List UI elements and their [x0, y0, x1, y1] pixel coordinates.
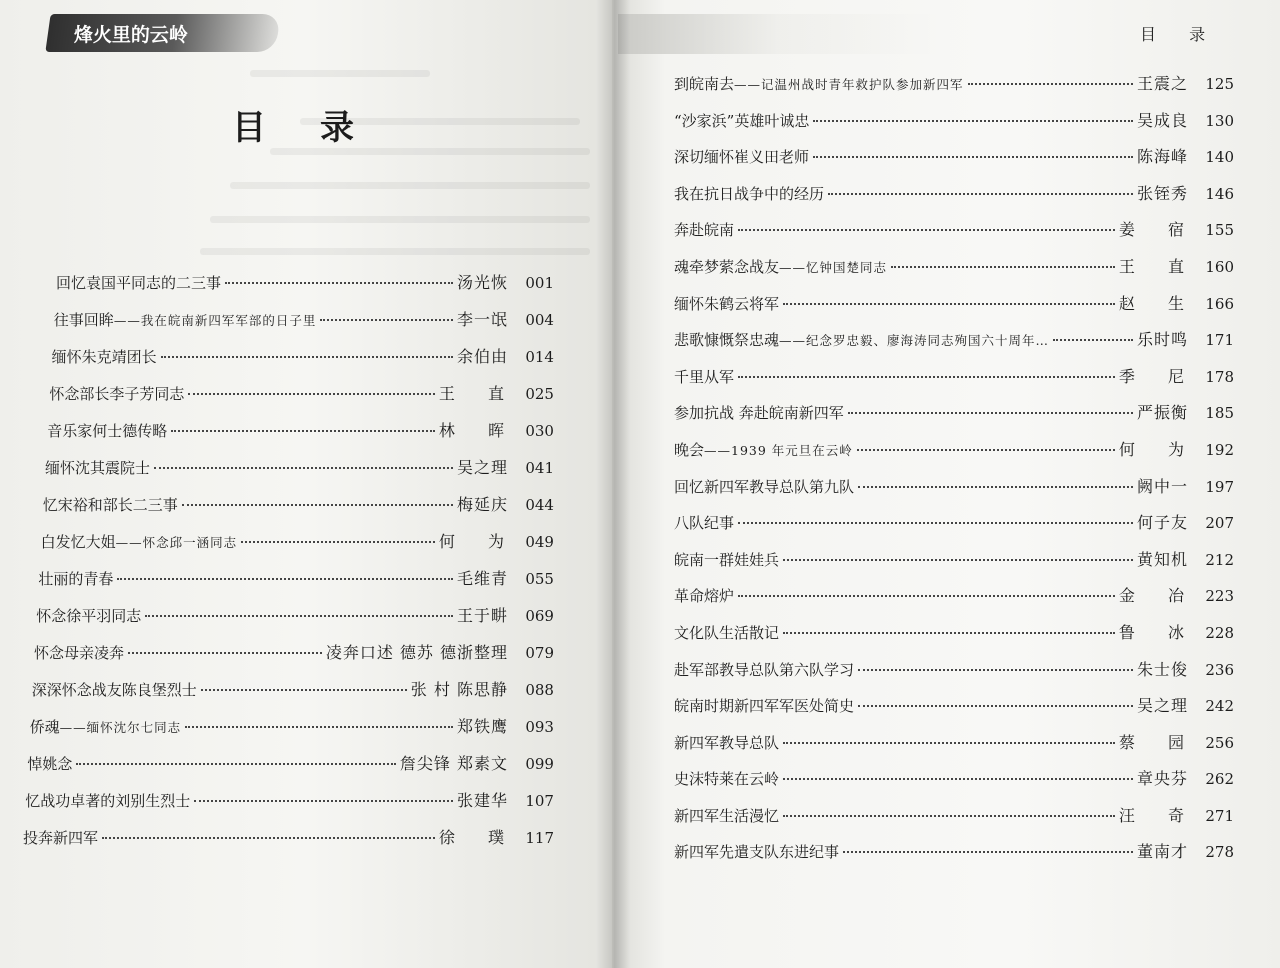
dot-leader	[783, 559, 1133, 561]
toc-entry[interactable]	[38, 566, 554, 603]
entry-title	[674, 73, 964, 94]
entry-page-number: 278	[1205, 843, 1234, 862]
entry-author: 汤光恢	[456, 273, 508, 292]
entry-author: 王 直	[438, 384, 518, 403]
toc-entry[interactable]	[47, 418, 554, 455]
entry-author: 张铚秀	[1136, 183, 1188, 203]
dot-leader	[783, 742, 1115, 744]
entry-title-main: 千里从军	[674, 367, 735, 386]
bleed-through-line	[300, 118, 580, 125]
toc-entry[interactable]	[674, 437, 1234, 474]
toc-entry[interactable]	[32, 677, 554, 714]
entry-title	[674, 329, 1049, 350]
entry-author: 朱士俊	[1136, 659, 1188, 679]
dot-leader	[182, 504, 453, 506]
entry-page-number: 197	[1205, 477, 1234, 496]
entry-page-number: 117	[525, 829, 554, 847]
running-head-text: 目 录	[1140, 25, 1220, 44]
entry-subtitle: ——我在皖南新四军军部的日子里	[113, 313, 317, 328]
entry-title	[54, 309, 317, 330]
dot-leader	[783, 632, 1115, 634]
entry-title	[674, 622, 779, 643]
entry-title-main: 侨魂	[29, 718, 60, 736]
toc-entry[interactable]	[25, 788, 554, 825]
toc-entry[interactable]	[674, 803, 1234, 840]
entry-author: 阙中一	[1136, 476, 1188, 496]
dot-leader	[813, 120, 1133, 122]
entry-page-number: 140	[1205, 148, 1234, 167]
dot-leader	[738, 376, 1115, 378]
dot-leader	[241, 541, 435, 543]
entry-subtitle: ——纪念罗忠毅、廖海涛同志殉国六十周年…	[779, 333, 1050, 349]
entry-author: 章央芬	[1136, 769, 1188, 789]
entry-author: 梅延庆	[456, 495, 508, 514]
dot-leader	[225, 282, 453, 284]
dot-leader	[188, 393, 434, 395]
contents-title: 目录	[232, 108, 408, 148]
toc-entry[interactable]	[23, 825, 554, 862]
entry-page-number: 212	[1205, 550, 1234, 569]
bleed-through-line	[200, 248, 590, 255]
toc-list-right	[674, 71, 1234, 876]
entry-title-main: 魂牵梦萦念战友	[674, 257, 780, 276]
entry-title-main: 到皖南去	[674, 75, 735, 93]
entry-title-main: 白发忆大姐	[40, 533, 116, 551]
entry-author: 张建华	[456, 791, 508, 810]
entry-title-main: 皖南时期新四军军医处简史	[674, 697, 855, 716]
entry-author: 徐 璞	[438, 828, 518, 847]
entry-page-number: 088	[525, 681, 554, 699]
entry-author: 严振衡	[1136, 403, 1188, 423]
entry-page-number: 041	[525, 459, 554, 477]
entry-title-main: 投奔新四军	[23, 829, 99, 847]
dot-leader	[828, 193, 1133, 195]
entry-title-main: 悼姚念	[27, 755, 73, 773]
entry-page-number: 099	[525, 755, 554, 773]
entry-title-main: 音乐家何士德传略	[47, 422, 168, 440]
toc-entry[interactable]	[49, 381, 554, 418]
entry-title	[674, 841, 839, 862]
dot-leader	[848, 412, 1133, 414]
entry-subtitle: ——忆钟国楚同志	[779, 259, 888, 275]
entry-title	[674, 110, 809, 131]
entry-title	[674, 183, 824, 204]
entry-title-main: 怀念母亲凌奔	[34, 644, 125, 662]
toc-entry[interactable]	[54, 307, 554, 344]
entry-title	[41, 531, 238, 552]
toc-list-left	[0, 270, 600, 862]
toc-entry[interactable]	[674, 327, 1234, 364]
entry-page-number: 236	[1205, 660, 1234, 679]
entry-title	[27, 753, 72, 774]
entry-title-main: 怀念徐平羽同志	[36, 607, 142, 625]
entry-title	[674, 732, 779, 753]
toc-entry[interactable]	[27, 751, 554, 788]
entry-page-number: 030	[525, 422, 554, 440]
entry-title	[52, 346, 157, 367]
dot-leader	[891, 266, 1115, 268]
entry-title	[47, 420, 167, 441]
dot-leader	[857, 449, 1115, 451]
toc-entry[interactable]	[674, 400, 1234, 437]
entry-page-number: 207	[1205, 514, 1234, 533]
dot-leader	[968, 83, 1133, 85]
entry-page-number: 242	[1205, 697, 1234, 716]
entry-title	[32, 679, 197, 700]
entry-title-main: 怀念部长李子芳同志	[49, 385, 185, 403]
entry-author: 汪 奇	[1118, 805, 1198, 825]
entry-title-main: 新四军生活漫忆	[674, 806, 780, 825]
bleed-through-line	[270, 148, 590, 155]
entry-page-number: 093	[525, 718, 554, 736]
entry-author: 郑铁鹰	[456, 717, 508, 736]
entry-page-number: 271	[1205, 806, 1234, 825]
entry-title	[674, 293, 779, 314]
entry-page-number: 125	[1205, 75, 1234, 93]
toc-entry[interactable]	[34, 640, 554, 677]
toc-entry[interactable]	[30, 714, 554, 751]
entry-title	[38, 568, 113, 589]
entry-title	[30, 716, 182, 737]
entry-title-main: 深深怀念战友陈良堡烈士	[31, 681, 197, 699]
entry-author: 蔡 园	[1118, 732, 1198, 752]
entry-title-main: 悲歌慷慨祭忠魂	[674, 331, 780, 350]
entry-page-number: 166	[1205, 294, 1234, 313]
entry-author: 王 直	[1118, 256, 1198, 276]
entry-title-main: 往事回眸	[53, 311, 114, 329]
entry-page-number: 130	[1205, 111, 1234, 130]
entry-page-number: 079	[525, 644, 554, 662]
toc-entry[interactable]	[45, 455, 554, 492]
dot-leader	[102, 837, 435, 839]
dot-leader	[145, 615, 453, 617]
entry-author: 黄知机	[1136, 549, 1188, 569]
dot-leader	[858, 705, 1133, 707]
left-page	[0, 0, 612, 968]
entry-title	[674, 402, 844, 423]
entry-author: 姜 宿	[1118, 220, 1198, 240]
entry-page-number: 069	[525, 607, 554, 625]
dot-leader	[154, 467, 453, 469]
entry-title	[674, 366, 734, 387]
entry-page-number: 228	[1205, 623, 1234, 642]
entry-page-number: 185	[1205, 404, 1234, 423]
toc-entry[interactable]	[674, 657, 1234, 694]
entry-author: 乐时鸣	[1136, 330, 1188, 350]
dot-leader	[201, 689, 407, 691]
entry-title-main: 缅怀沈其震院士	[45, 459, 151, 477]
running-head-banner	[45, 14, 280, 52]
entry-title	[674, 146, 809, 167]
entry-author: 董南才	[1136, 842, 1188, 862]
entry-title	[43, 494, 178, 515]
entry-author: 鲁 冰	[1118, 622, 1198, 642]
dot-leader	[858, 669, 1133, 671]
entry-title-main: 缅怀朱鹤云将军	[674, 294, 780, 313]
entry-page-number: 178	[1205, 367, 1234, 386]
entry-page-number: 155	[1205, 221, 1234, 240]
entry-page-number: 171	[1205, 331, 1234, 350]
entry-title-main: 奔赴皖南	[674, 221, 735, 240]
entry-title	[674, 219, 734, 240]
entry-author: 詹尖锋 郑素文	[399, 754, 508, 773]
dot-leader	[194, 800, 453, 802]
entry-author: 余伯由	[456, 347, 508, 366]
dot-leader	[76, 763, 395, 765]
dot-leader	[738, 522, 1133, 524]
dot-leader	[858, 486, 1133, 488]
toc-entry[interactable]	[36, 603, 554, 640]
toc-entry[interactable]	[674, 547, 1234, 584]
entry-page-number: 192	[1205, 440, 1234, 459]
dot-leader	[738, 595, 1115, 597]
toc-entry[interactable]	[674, 583, 1234, 620]
entry-title-main: 晚会	[674, 440, 705, 459]
entry-title	[674, 768, 779, 789]
entry-author: 季 尼	[1118, 366, 1198, 386]
dot-leader	[185, 726, 453, 728]
entry-title	[23, 827, 98, 848]
toc-entry[interactable]	[56, 270, 554, 307]
dot-leader	[783, 303, 1115, 305]
entry-author: 毛维青	[456, 569, 508, 588]
entry-page-number: 049	[525, 533, 554, 551]
toc-entry[interactable]	[674, 693, 1234, 730]
dot-leader	[1053, 339, 1133, 341]
toc-entry[interactable]	[674, 364, 1234, 401]
entry-title-main: 深切缅怀崔义田老师	[674, 148, 810, 167]
dot-leader	[117, 578, 453, 580]
entry-title-main: 我在抗日战争中的经历	[674, 184, 825, 203]
entry-page-number: 107	[525, 792, 554, 810]
dot-leader	[161, 356, 453, 358]
entry-title-main: “沙家浜”英雄叶诚忠	[674, 111, 810, 130]
entry-author: 凌奔口述 德苏 德浙整理	[325, 643, 508, 662]
toc-entry[interactable]	[674, 144, 1234, 181]
book-title: 烽火里的云岭	[73, 24, 188, 46]
toc-entry[interactable]	[674, 730, 1234, 767]
toc-entry[interactable]	[674, 291, 1234, 328]
toc-entry[interactable]	[674, 217, 1234, 254]
entry-author: 李一氓	[456, 310, 508, 329]
entry-title	[674, 695, 854, 716]
bleed-through-line	[210, 216, 590, 223]
toc-entry[interactable]	[674, 181, 1234, 218]
entry-title-main: 壮丽的青春	[38, 570, 114, 588]
dot-leader	[128, 652, 322, 654]
entry-page-number: 014	[525, 348, 554, 366]
dot-leader	[738, 229, 1115, 231]
book-gutter	[596, 0, 630, 968]
toc-entry[interactable]	[674, 839, 1234, 876]
right-page	[612, 0, 1280, 968]
entry-author: 吴之理	[1136, 696, 1188, 716]
entry-page-number: 044	[525, 496, 554, 514]
dot-leader	[171, 430, 435, 432]
entry-page-number: 146	[1205, 184, 1234, 203]
entry-title-main: 新四军先遣支队东进纪事	[674, 843, 840, 862]
entry-title	[674, 476, 854, 497]
entry-page-number: 223	[1205, 587, 1234, 606]
entry-title	[45, 457, 150, 478]
entry-page-number: 004	[525, 311, 554, 329]
entry-page-number: 055	[525, 570, 554, 588]
dot-leader	[813, 156, 1133, 158]
entry-title-main: 文化队生活散记	[674, 623, 780, 642]
entry-title-main: 忆战功卓著的刘别生烈士	[25, 792, 191, 810]
entry-title-main: 忆宋裕和部长二三事	[42, 496, 178, 514]
toc-entry[interactable]	[674, 474, 1234, 511]
entry-subtitle: ——1939 年元旦在云岭	[704, 442, 853, 458]
entry-title	[674, 439, 853, 460]
entry-author: 王震之	[1136, 74, 1188, 93]
entry-title	[674, 549, 779, 570]
entry-title-main: 八队纪事	[674, 514, 735, 533]
entry-author: 何 为	[1118, 439, 1198, 459]
entry-author: 张 村 陈思静	[410, 680, 508, 699]
entry-author: 林 晖	[438, 421, 518, 440]
entry-title-main: 参加抗战 奔赴皖南新四军	[674, 404, 844, 423]
bleed-through-line	[230, 182, 590, 189]
dot-leader	[320, 319, 453, 321]
entry-title	[674, 659, 854, 680]
entry-title-main: 史沫特莱在云岭	[674, 770, 780, 789]
entry-author: 何 为	[438, 532, 518, 551]
dot-leader	[843, 851, 1133, 853]
toc-entry[interactable]	[674, 71, 1234, 108]
entry-title-main: 新四军教导总队	[674, 733, 780, 752]
toc-entry[interactable]	[52, 344, 554, 381]
entry-title	[674, 805, 779, 826]
toc-entry[interactable]	[674, 254, 1234, 291]
toc-entry[interactable]	[674, 510, 1234, 547]
dot-leader	[783, 778, 1133, 780]
running-head-band	[618, 14, 938, 54]
entry-title-main: 回忆袁国平同志的二三事	[56, 274, 222, 292]
entry-author: 赵 生	[1118, 293, 1198, 313]
entry-title-main: 缅怀朱克靖团长	[51, 348, 157, 366]
dot-leader	[783, 815, 1115, 817]
toc-entry[interactable]	[674, 108, 1234, 145]
toc-entry[interactable]	[41, 529, 554, 566]
entry-title	[56, 272, 221, 293]
entry-title	[34, 642, 124, 663]
entry-title	[36, 605, 141, 626]
entry-title-main: 赴军部教导总队第六队学习	[674, 660, 855, 679]
entry-page-number: 001	[525, 274, 554, 292]
entry-page-number: 025	[525, 385, 554, 403]
entry-author: 陈海峰	[1136, 147, 1188, 167]
entry-author: 吴之理	[456, 458, 508, 477]
entry-title	[674, 256, 887, 277]
entry-author: 何子友	[1136, 513, 1188, 533]
entry-author: 金 冶	[1118, 586, 1198, 606]
entry-title	[674, 512, 734, 533]
entry-subtitle: ——记温州战时青年救护队参加新四军	[734, 77, 964, 92]
bleed-through-line	[250, 70, 430, 77]
entry-page-number: 256	[1205, 733, 1234, 752]
entry-title-main: 革命熔炉	[674, 587, 735, 606]
entry-title	[674, 585, 734, 606]
entry-subtitle: ——怀念邱一涵同志	[115, 535, 238, 550]
toc-entry[interactable]	[674, 766, 1234, 803]
entry-subtitle: ——缅怀沈尔七同志	[59, 720, 182, 735]
entry-page-number: 160	[1205, 257, 1234, 276]
entry-author: 吴成良	[1136, 110, 1188, 130]
entry-page-number: 262	[1205, 770, 1234, 789]
entry-title-main: 皖南一群娃娃兵	[674, 550, 780, 569]
entry-title-main: 回忆新四军教导总队第九队	[674, 477, 855, 496]
toc-entry[interactable]	[674, 620, 1234, 657]
entry-title	[49, 383, 184, 404]
toc-entry[interactable]	[43, 492, 554, 529]
entry-title	[25, 790, 190, 811]
entry-author: 王于畊	[456, 606, 508, 625]
